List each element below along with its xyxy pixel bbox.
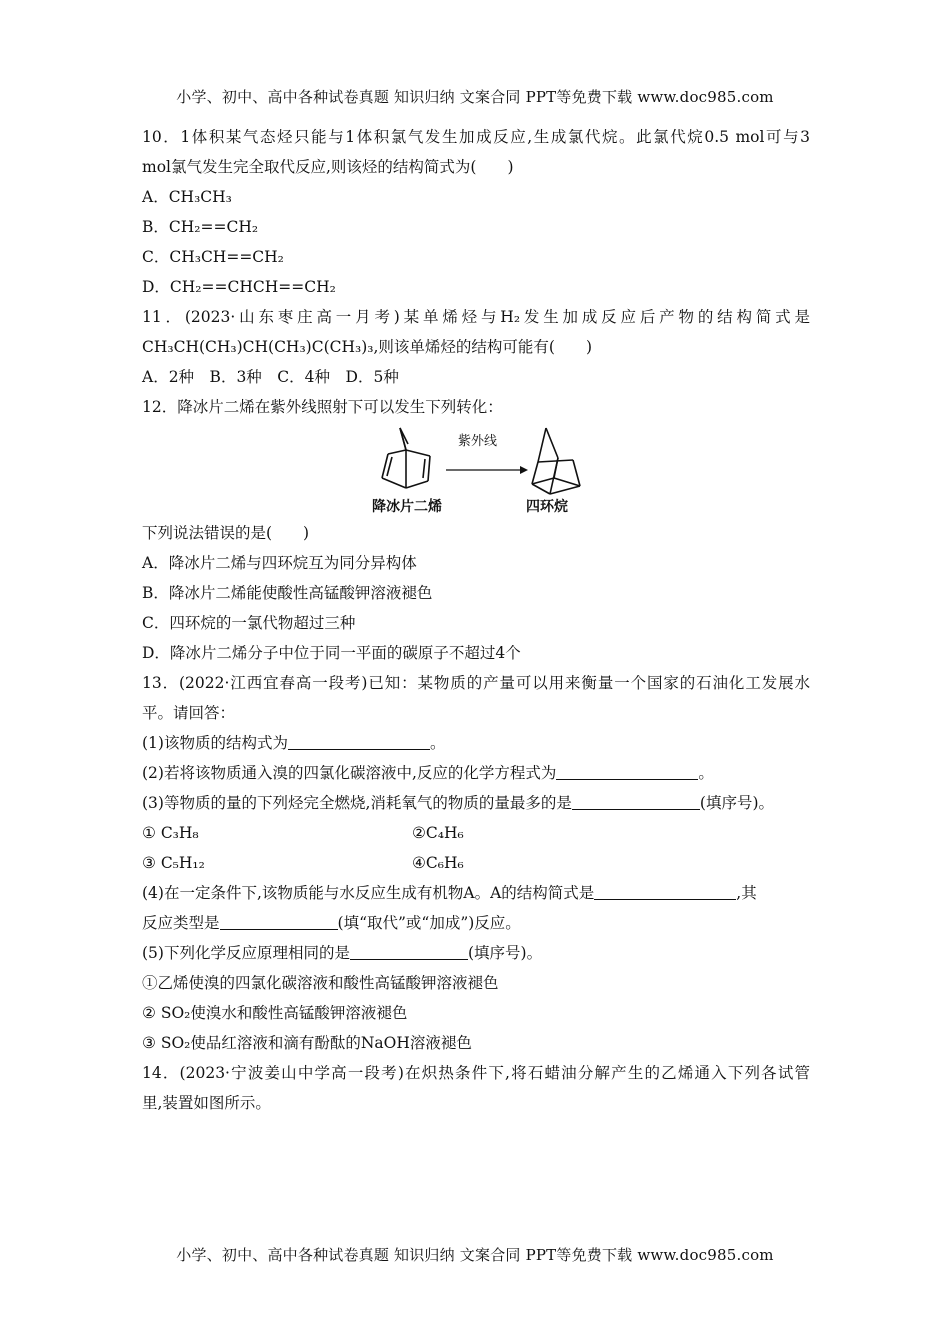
answer-blank [572,793,700,810]
answer-blank [220,913,338,930]
q12-option-a: A．降冰片二烯与四环烷互为同分异构体 [142,554,417,572]
q13-part3 [142,788,810,818]
q13-part4-line2 [142,908,810,938]
q10-option-a: A．CH₃CH₃ [142,188,232,206]
answer-blank [556,763,698,780]
q13-option-3: ③ C₅H₁₂ [142,854,205,872]
right-compound-label: 四环烷 [526,499,568,515]
q13-part5-text: (5)下列化学反应原理相同的是 [142,944,350,962]
q13-part4-line1 [142,878,810,908]
q12-option-c: C．四环烷的一氯代物超过三种 [142,614,356,632]
q13-stem-line2: 平。请回答： [142,704,236,722]
arrow-head [520,466,528,474]
q13-part5 [142,938,810,968]
q12-stem: 12．降冰片二烯在紫外线照射下可以发生下列转化： [142,398,503,416]
q10-option-d: D．CH₂==CHCH==CH₂ [142,278,336,296]
q13-statement-2: ② SO₂使溴水和酸性高锰酸钾溶液褪色 [142,1004,408,1022]
norbornadiene-structure [382,428,430,488]
q13-part4-suffix: ,其 [736,884,757,902]
q13-part2-text: (2)若将该物质通入溴的四氯化碳溶液中,反应的化学方程式为 [142,764,557,782]
q13-part4-hint: (填“取代”或“加成”)反应。 [337,914,521,932]
reaction-figure [142,422,810,518]
q12-prompt: 下列说法错误的是( ) [142,524,310,542]
q14-stem-line1: 14．(2023·宁波姜山中学高一段考)在炽热条件下,将石蜡油分解产生的乙烯通入下列各试管 [142,1064,810,1082]
answer-blank [288,733,430,750]
period: 。 [429,734,446,752]
quadricyclane-structure [532,428,580,494]
q13-option-2: ②C₄H₆ [412,824,464,842]
period: 。 [698,764,714,782]
q13-option-4: ④C₆H₆ [412,854,464,872]
q11-stem-line2: CH₃CH(CH₃)CH(CH₃)C(CH₃)₃,则该单烯烃的结构可能有( ) [142,338,592,356]
q12-option-d: D．降冰片二烯分子中位于同一平面的碳原子不超过4个 [142,644,521,662]
q13-statement-3: ③ SO₂使品红溶液和滴有酚酞的NaOH溶液褪色 [142,1034,472,1052]
q13-part4-reaction-type: 反应类型是 [142,914,220,932]
answer-blank [594,883,736,900]
arrow-label: 紫外线 [458,434,498,449]
q13-part2 [142,758,810,788]
q10-option-b: B．CH₂==CH₂ [142,218,259,236]
left-compound-label: 降冰片二烯 [372,499,442,515]
q10-stem-line1: 10．1体积某气态烃只能与1体积氯气发生加成反应,生成氯代烷。此氯代烷0.5 mol可与3 [142,128,810,146]
q13-part3-suffix: (填序号)。 [699,794,774,812]
q13-part4-text: (4)在一定条件下,该物质能与水反应生成有机物A。A的结构简式是 [142,884,595,902]
page-header: 小学、初中、高中各种试卷真题 知识归纳 文案合同 PPT等免费下载 www.doc985.com [176,88,774,106]
q13-part3-text: (3)等物质的量的下列烃完全燃烧,消耗氧气的物质的量最多的是 [142,794,572,812]
q13-options-row2 [142,848,810,878]
q11-stem-line1: 11．(2023·山东枣庄高一月考)某单烯烃与H₂发生加成反应后产物的结构简式是 [142,308,810,326]
q13-part1 [142,728,810,758]
q13-stem-line1: 13．(2022·江西宜春高一段考)已知：某物质的产量可以用来衡量一个国家的石油化工发展水 [142,674,810,692]
q10-stem-line2: mol氯气发生完全取代反应,则该烃的结构简式为( ) [142,158,514,176]
q13-part1-text: (1)该物质的结构式为 [142,734,288,752]
q13-options-row1 [142,818,810,848]
q10-option-c: C．CH₃CH==CH₂ [142,248,284,266]
question-content [142,122,810,1118]
q13-option-1: ① C₃H₈ [142,824,199,842]
q11-options: A．2种 B．3种 C．4种 D．5种 [142,368,399,386]
page-footer: 小学、初中、高中各种试卷真题 知识归纳 文案合同 PPT等免费下载 www.doc985.com [176,1246,774,1264]
q13-statement-1: ①乙烯使溴的四氯化碳溶液和酸性高锰酸钾溶液褪色 [142,974,499,992]
q13-part5-suffix: (填序号)。 [467,944,543,962]
q14-stem-line2: 里,装置如图所示。 [142,1094,271,1112]
q12-option-b: B．降冰片二烯能使酸性高锰酸钾溶液褪色 [142,584,433,602]
answer-blank [350,943,468,960]
